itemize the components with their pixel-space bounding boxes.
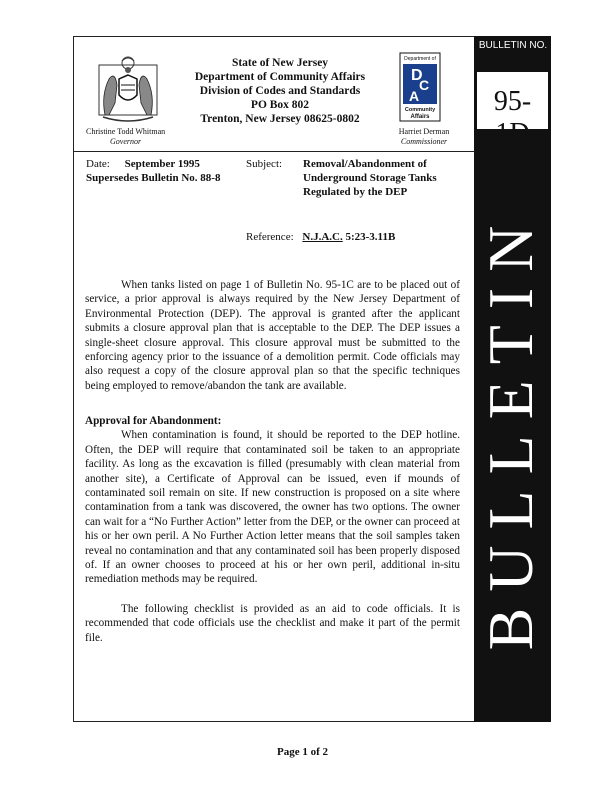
header-line: State of New Jersey — [231, 57, 329, 69]
dca-logo-icon — [399, 52, 441, 122]
paragraph-text: The following checklist is provided as an aid to code officials. It is recommended that code officials use the checklist and make it part of the permit file. — [85, 603, 460, 644]
supersedes-note: Supersedes Bulletin No. 88-8 — [86, 172, 221, 184]
header-divider — [73, 151, 475, 152]
date-value: September 1995 — [124, 158, 200, 170]
paragraph-text: When tanks listed on page 1 of Bulletin No. 95-1C are to be placed out of service, a prior approval is always required by the New Jersey Department of Environmental Protection (DEP). The approval is granted after the applicant submits a closure approval plan that is acceptable to the DEP. The DEP issues a single-sheet closure approval. This closure approval must be submitted to the enforcing agency prior to the issuance of a demolition permit. Code officials may also request a copy of the closure approval plan so that the specific techniques being employed to remove/abandon the tank are available. — [85, 279, 460, 392]
logo-letter-a: A — [409, 88, 420, 104]
subject-line: Regulated by the DEP — [303, 186, 408, 198]
reference-label: Reference: — [246, 231, 294, 243]
governor-name: Christine Todd Whitman — [86, 127, 166, 136]
header-line: Division of Codes and Standards — [199, 85, 361, 97]
section-heading: Approval for Abandonment: — [85, 415, 222, 427]
commissioner-block — [384, 127, 464, 147]
intro-paragraph — [85, 278, 460, 393]
subject-block — [303, 157, 437, 199]
governor-title: Governor — [110, 137, 142, 146]
date-block — [86, 157, 220, 185]
commissioner-name: Harriet Derman — [398, 127, 450, 136]
reference-value: 5:23-3.11B — [345, 231, 396, 243]
page-number: Page 1 of 2 — [276, 746, 328, 758]
agency-header — [170, 56, 390, 126]
subject-line: Removal/Abandonment of — [303, 158, 427, 170]
reference-block — [246, 230, 395, 244]
header-line: Department of Community Affairs — [194, 71, 366, 83]
paragraph-text: When contamination is found, it should be reported to the DEP hotline. Often, the DEP will require that contaminated soil be taken to an appropriate facility. As long as the excavation is filled (presumably with clean material from another site), a Certificate of Approval can be issued, even if mounds of contaminated soil remain on site. If new construction is proposed on a site where contamination from a tank was discovered, the owner has two options. The owner can wait for a “No Further Action” letter from the DEP, or the owner can proceed at his or her own peril. A No Further Action letter means that the soil samples taken reveal no contamination and that any contaminated soil has been properly disposed of. If an owner chooses to proceed at his or her own peril, additional in-situ remediation methods may be required. — [85, 429, 460, 586]
logo-letter-d: D — [411, 67, 423, 84]
logo-top-text: Department of — [404, 56, 436, 62]
date-label: Date: — [86, 158, 110, 170]
governor-block — [86, 127, 165, 147]
header-line: Trenton, New Jersey 08625-0802 — [200, 113, 360, 125]
bulletin-number: 95-1D — [493, 86, 532, 149]
abandonment-section — [85, 414, 460, 587]
header-line: PO Box 802 — [250, 99, 310, 111]
logo-bottom-text-2: Affairs — [410, 114, 430, 120]
logo-letter-c: C — [419, 77, 430, 93]
subject-label: Subject: — [246, 158, 283, 170]
bulletin-vertical-title: BULLETIN — [475, 209, 546, 651]
checklist-paragraph — [85, 602, 460, 645]
subject-line: Underground Storage Tanks — [303, 172, 437, 184]
logo-bottom-text-1: Community — [404, 107, 436, 113]
commissioner-title: Commissioner — [400, 137, 448, 146]
state-seal-icon — [97, 55, 159, 125]
bulletin-number-label: BULLETIN NO. — [478, 40, 548, 51]
reference-code: N.J.A.C. — [302, 231, 343, 243]
